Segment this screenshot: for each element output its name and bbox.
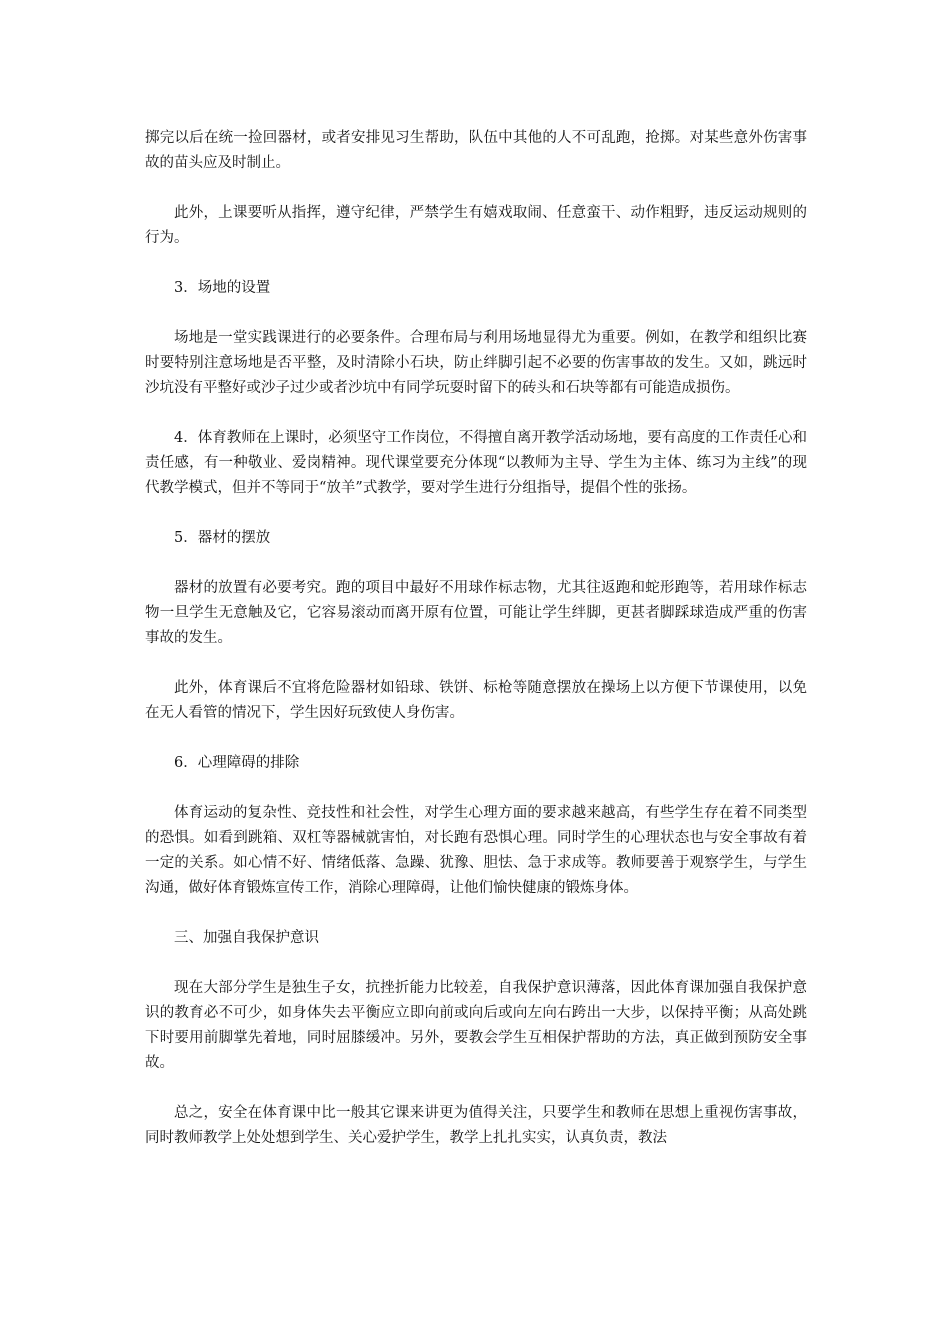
paragraph-teacher-duty: 4．体育教师在上课时，必须坚守工作岗位，不得擅自离开教学活动场地，要有高度的工作责任心和责任感，有一种敬业、爱岗精神。现代课堂要充分体现“以教师为主导、学生为主体、练习为主线”的现代教学模式，但并不等同于“放羊”式教学，要对学生进行分组指导，提倡个性的张扬。: [145, 430, 807, 496]
paragraph-self-protection: 现在大部分学生是独生子女，抗挫折能力比较差，自我保护意识薄落，因此体育课加强自我保护意识的教育必不可少，如身体失去平衡应立即向前或向后或向左向右跨出一大步，以保持平衡；从高处跳下时要用前脚掌先着地，同时屈膝缓冲。另外，要教会学生互相保护帮助的方法，真正做到预防安全事故。: [145, 980, 807, 1071]
section-heading-venue: 3．场地的设置: [174, 280, 271, 296]
paragraph-equipment-after-class: 此外，体育课后不宜将危险器材如铅球、铁饼、标枪等随意摆放在操场上以方便下节课使用，以免在无人看管的情况下，学生因好玩致使人身伤害。: [145, 680, 807, 721]
paragraph-equipment-placement: 器材的放置有必要考究。跑的项目中最好不用球作标志物，尤其往返跑和蛇形跑等，若用球作标志物一旦学生无意触及它，它容易滚动而离开原有位置，可能让学生绊脚，更甚者脚踩球造成严重的伤害事故的发生。: [145, 580, 807, 646]
paragraph-continued: 掷完以后在统一捡回器材，或者安排见习生帮助，队伍中其他的人不可乱跑，抢掷。对某些意外伤害事故的苗头应及时制止。: [145, 130, 807, 171]
section-heading-psychology: 6．心理障碍的排除: [174, 755, 300, 771]
document-body: [145, 126, 807, 1176]
section-heading-self-protection: 三、加强自我保护意识: [174, 930, 319, 946]
section-heading-equipment: 5．器材的摆放: [174, 530, 271, 546]
paragraph-conclusion: 总之，安全在体育课中比一般其它课来讲更为值得关注，只要学生和教师在思想上重视伤害事故，同时教师教学上处处想到学生、关心爱护学生，教学上扎扎实实，认真负责，教法: [145, 1105, 807, 1146]
paragraph-discipline: 此外，上课要听从指挥，遵守纪律，严禁学生有嬉戏取闹、任意蛮干、动作粗野，违反运动规则的行为。: [145, 205, 807, 246]
paragraph-venue: 场地是一堂实践课进行的必要条件。合理布局与利用场地显得尤为重要。例如，在教学和组织比赛时要特别注意场地是否平整，及时清除小石块，防止绊脚引起不必要的伤害事故的发生。又如，跳远时沙坑没有平整好或沙子过少或者沙坑中有同学玩耍时留下的砖头和石块等都有可能造成损伤。: [145, 330, 807, 396]
paragraph-psychology: 体育运动的复杂性、竞技性和社会性，对学生心理方面的要求越来越高，有些学生存在着不同类型的恐惧。如看到跳箱、双杠等器械就害怕，对长跑有恐惧心理。同时学生的心理状态也与安全事故有着一定的关系。如心情不好、情绪低落、急躁、犹豫、胆怯、急于求成等。教师要善于观察学生，与学生沟通，做好体育锻炼宣传工作，消除心理障碍，让他们愉快健康的锻炼身体。: [145, 805, 807, 896]
